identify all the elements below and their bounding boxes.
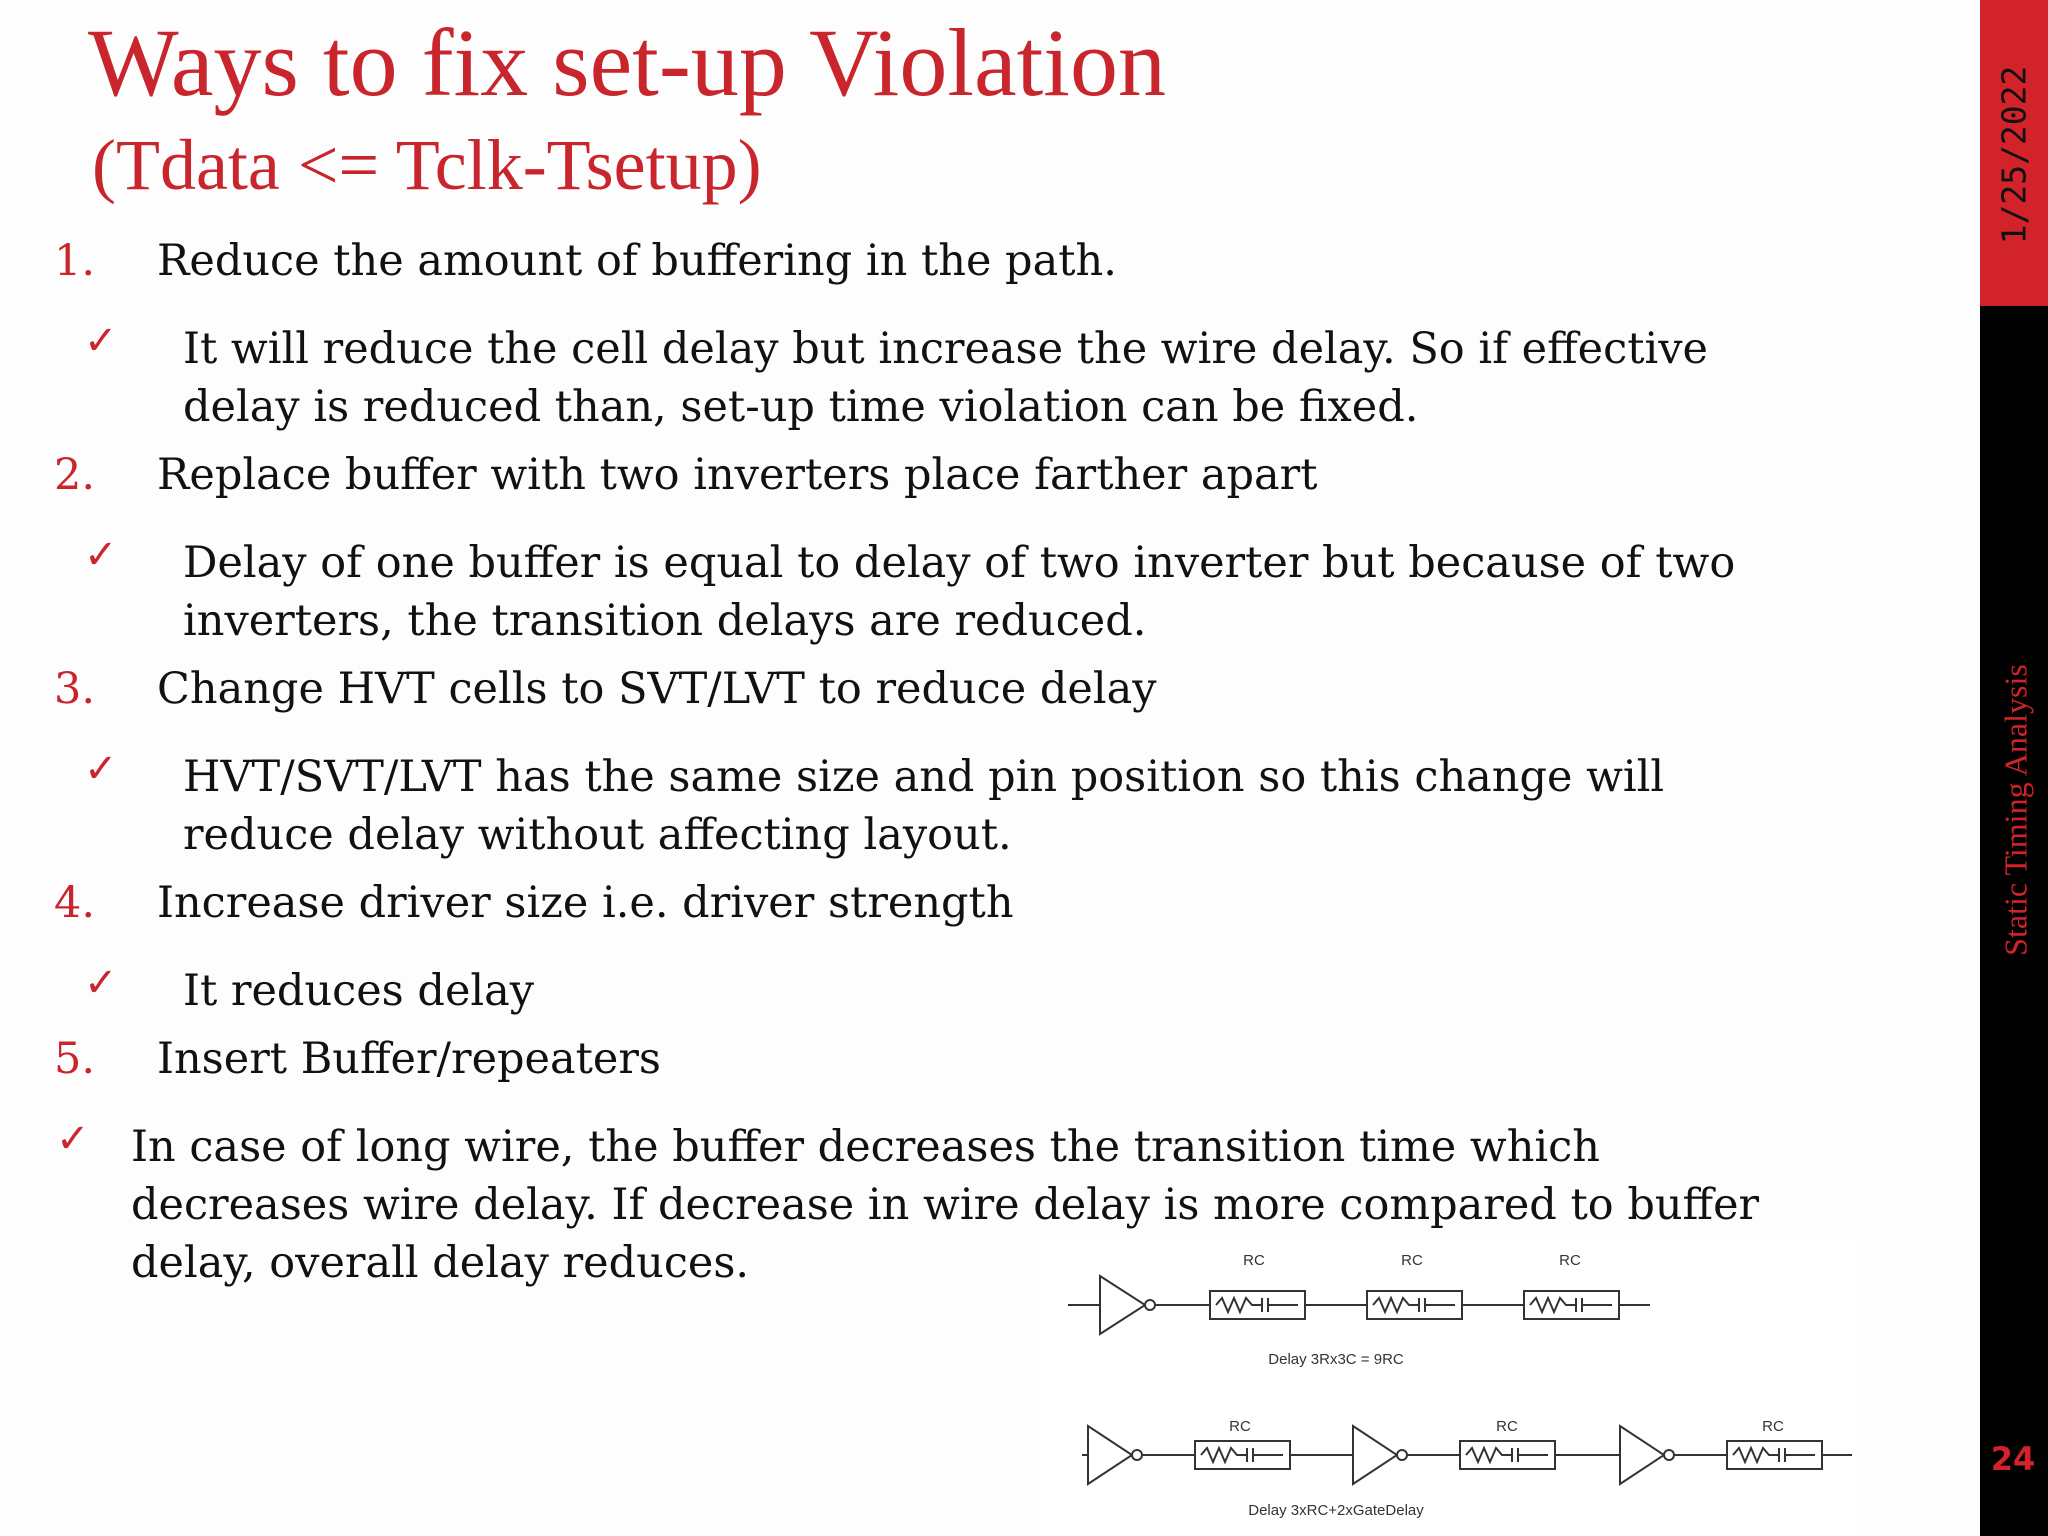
sub-line: HVT/SVT/LVT has the same size and pin position so this change will [183, 752, 1665, 802]
item-text: Increase driver size i.e. driver strength [157, 878, 1014, 928]
slide-title: Ways to fix set-up Violation [88, 9, 1166, 116]
rc-label: RC [1496, 1418, 1518, 1435]
caption-top: Delay 3Rx3C = 9RC [1268, 1351, 1404, 1368]
item-number: 4. [54, 878, 96, 928]
page-number: 24 [1990, 1440, 2036, 1478]
item-text: Change HVT cells to SVT/LVT to reduce delay [157, 664, 1157, 714]
caption-bottom: Delay 3xRC+2xGateDelay [1248, 1502, 1424, 1519]
slide-date: 1/25/2022 [1994, 65, 2034, 245]
rc-label: RC [1401, 1252, 1423, 1269]
sub-line: In case of long wire, the buffer decreases the transition time which [131, 1122, 1600, 1172]
check-icon: ✓ [84, 746, 118, 792]
rc-label: RC [1559, 1252, 1581, 1269]
sub-line: delay, overall delay reduces. [131, 1238, 750, 1288]
check-icon: ✓ [84, 532, 118, 578]
rc-label: RC [1229, 1418, 1251, 1435]
check-icon: ✓ [84, 960, 118, 1006]
slide-subtitle: (Tdata <= Tclk-Tsetup) [92, 125, 762, 205]
rc-label: RC [1243, 1252, 1265, 1269]
sub-line: It reduces delay [183, 966, 535, 1016]
item-number: 1. [54, 236, 96, 286]
item-number: 5. [54, 1034, 96, 1084]
item-text: Replace buffer with two inverters place farther apart [157, 450, 1318, 500]
check-icon: ✓ [84, 318, 118, 364]
top-row [1068, 1276, 1650, 1334]
rc-label: RC [1762, 1418, 1784, 1435]
sub-line: delay is reduced than, set-up time violation can be fixed. [183, 382, 1419, 432]
sub-line: decreases wire delay. If decrease in wire delay is more compared to buffer [131, 1180, 1760, 1230]
sub-line: reduce delay without affecting layout. [183, 810, 1012, 860]
sub-line: Delay of one buffer is equal to delay of two inverter but because of two [183, 538, 1736, 588]
item-text: Insert Buffer/repeaters [157, 1034, 661, 1084]
item-text: Reduce the amount of buffering in the path. [157, 236, 1117, 286]
sub-line: inverters, the transition delays are reduced. [183, 596, 1147, 646]
item-number: 2. [54, 450, 96, 500]
bottom-row [1082, 1426, 1852, 1484]
item-number: 3. [54, 664, 96, 714]
repeater-diagram [1040, 1240, 1855, 1536]
check-icon: ✓ [56, 1116, 90, 1162]
sub-line: It will reduce the cell delay but increase the wire delay. So if effective [183, 324, 1708, 374]
sidebar-title: Static Timing Analysis [1997, 664, 2034, 956]
